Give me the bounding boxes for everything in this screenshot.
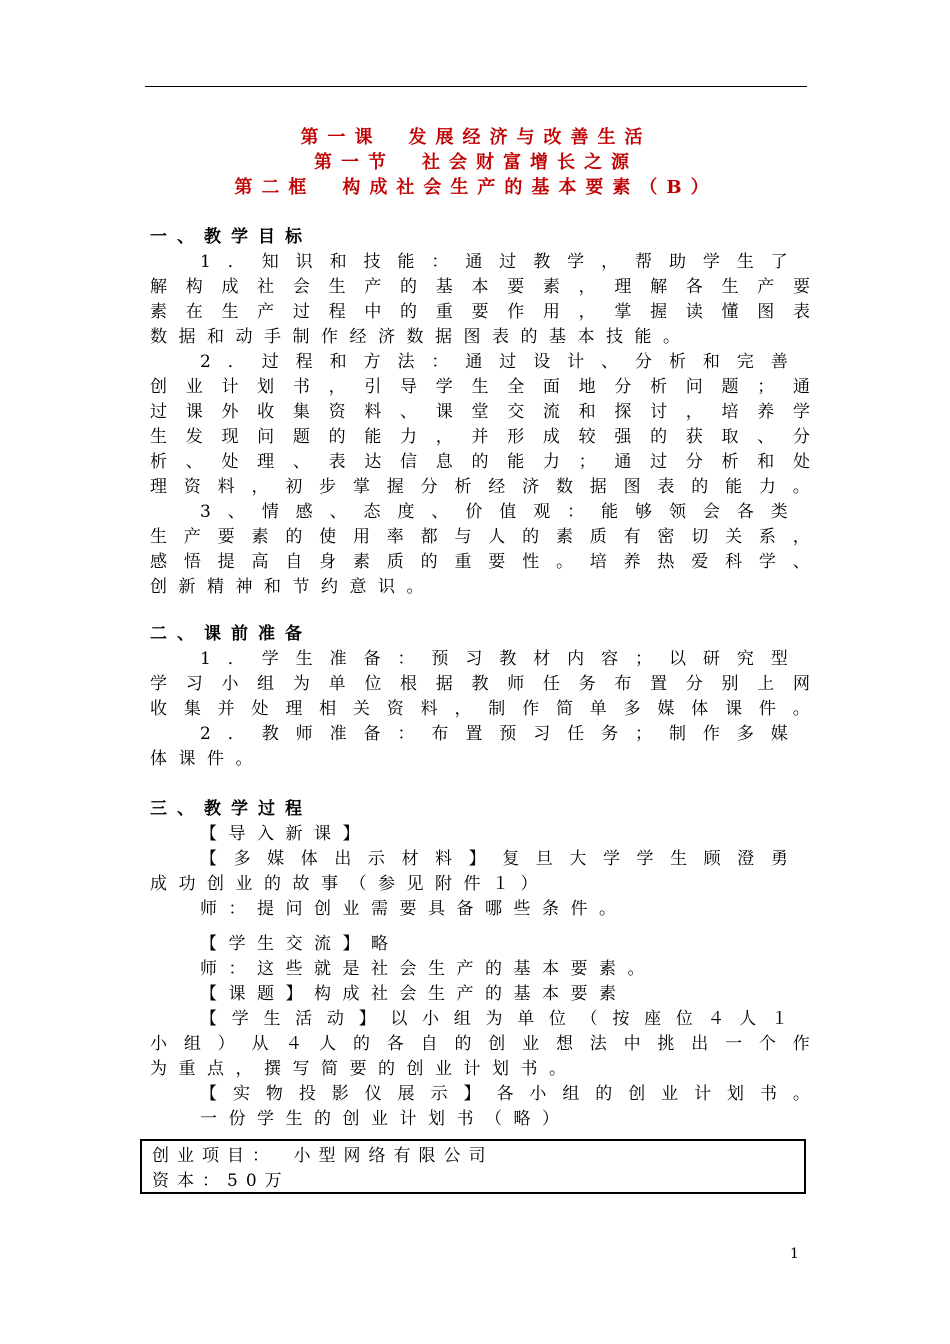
- page-number: 1: [790, 1246, 799, 1262]
- text-line: 1 ． 知 识 和 技 能 ： 通 过 教 学 ， 帮 助 学 生 了: [200, 252, 788, 272]
- text-line: 师 ： 这 些 就 是 社 会 生 产 的 基 本 要 素 。: [200, 959, 645, 979]
- table-row-project: 创业项目： 小型网络有限公司: [152, 1146, 494, 1166]
- text-line: 2 ． 过 程 和 方 法 ： 通 过 设 计 、 分 析 和 完 善: [200, 352, 788, 372]
- text-line: 生 产 要 素 的 使 用 率 都 与 人 的 素 质 有 密 切 关 系 ，: [150, 527, 810, 547]
- text-line: 过 课 外 收 集 资 料 、 课 堂 交 流 和 探 讨 ， 培 养 学: [150, 402, 810, 422]
- text-line: 师 ： 提 问 创 业 需 要 具 备 哪 些 条 件 。: [200, 899, 616, 919]
- text-line: 【 实 物 投 影 仪 展 示 】 各 小 组 的 创 业 计 划 书 。: [200, 1084, 810, 1104]
- text-line: 【 学 生 活 动 】 以 小 组 为 单 位 （ 按 座 位 ４ 人 １: [200, 1009, 788, 1029]
- text-line: 小 组 ） 从 ４ 人 的 各 自 的 创 业 想 法 中 挑 出 一 个 作: [150, 1034, 810, 1054]
- lesson-title: 第一课 发展经济与改善生活: [300, 127, 652, 148]
- text-line: 一 份 学 生 的 创 业 计 划 书 （ 略 ）: [200, 1109, 559, 1129]
- text-line: 3 、 情 感 、 态 度 、 价 值 观 ： 能 够 领 会 各 类: [200, 502, 788, 522]
- text-line: 1 ． 学 生 准 备 ： 预 习 教 材 内 容 ； 以 研 究 型: [200, 649, 788, 669]
- text-line: 创 新 精 神 和 节 约 意 识 。: [150, 577, 424, 597]
- text-line: 生 发 现 问 题 的 能 力 ， 并 形 成 较 强 的 获 取 、 分: [150, 427, 810, 447]
- heading-preparation: 二、课前准备: [150, 624, 312, 644]
- text-line: 素 在 生 产 过 程 中 的 重 要 作 用 ， 掌 握 读 懂 图 表: [150, 302, 810, 322]
- text-line: 体 课 件 。: [150, 749, 253, 769]
- text-line: 2 ． 教 师 准 备 ： 布 置 预 习 任 务 ； 制 作 多 媒: [200, 724, 788, 744]
- header-rule: [145, 86, 807, 87]
- text-line: 【 学 生 交 流 】 略: [200, 934, 388, 954]
- text-line: 收 集 并 处 理 相 关 资 料 ， 制 作 简 单 多 媒 体 课 件 。: [150, 699, 810, 719]
- text-line: 【 多 媒 体 出 示 材 料 】 复 旦 大 学 学 生 顾 澄 勇: [200, 849, 788, 869]
- text-line: 解 构 成 社 会 生 产 的 基 本 要 素 ， 理 解 各 生 产 要: [150, 277, 810, 297]
- text-line: 学 习 小 组 为 单 位 根 据 教 师 任 务 布 置 分 别 上 网: [150, 674, 810, 694]
- text-line: 数 据 和 动 手 制 作 经 济 数 据 图 表 的 基 本 技 能 。: [150, 327, 680, 347]
- frame-title: 第二框 构成社会生产的基本要素（B）: [234, 177, 718, 198]
- heading-teaching-process: 三、教学过程: [150, 799, 312, 819]
- business-plan-table: [140, 1139, 806, 1194]
- table-row-capital: 资本：50万: [152, 1171, 290, 1191]
- text-line: 成 功 创 业 的 故 事 （ 参 见 附 件 １ ）: [150, 874, 538, 894]
- text-line: 析 、 处 理 、 表 达 信 息 的 能 力 ； 通 过 分 析 和 处: [150, 452, 810, 472]
- text-line: 为 重 点 ， 撰 写 简 要 的 创 业 计 划 书 。: [150, 1059, 566, 1079]
- section-title: 第一节 社会财富增长之源: [314, 152, 638, 173]
- text-line: 【 导 入 新 课 】: [200, 824, 360, 844]
- text-line: 理 资 料 ， 初 步 掌 握 分 析 经 济 数 据 图 表 的 能 力 。: [150, 477, 810, 497]
- text-line: 【 课 题 】 构 成 社 会 生 产 的 基 本 要 素: [200, 984, 616, 1004]
- text-line: 感 悟 提 高 自 身 素 质 的 重 要 性 。 培 养 热 爱 科 学 、: [150, 552, 810, 572]
- heading-teaching-goals: 一、教学目标: [150, 227, 312, 247]
- text-line: 创 业 计 划 书 ， 引 导 学 生 全 面 地 分 析 问 题 ； 通: [150, 377, 810, 397]
